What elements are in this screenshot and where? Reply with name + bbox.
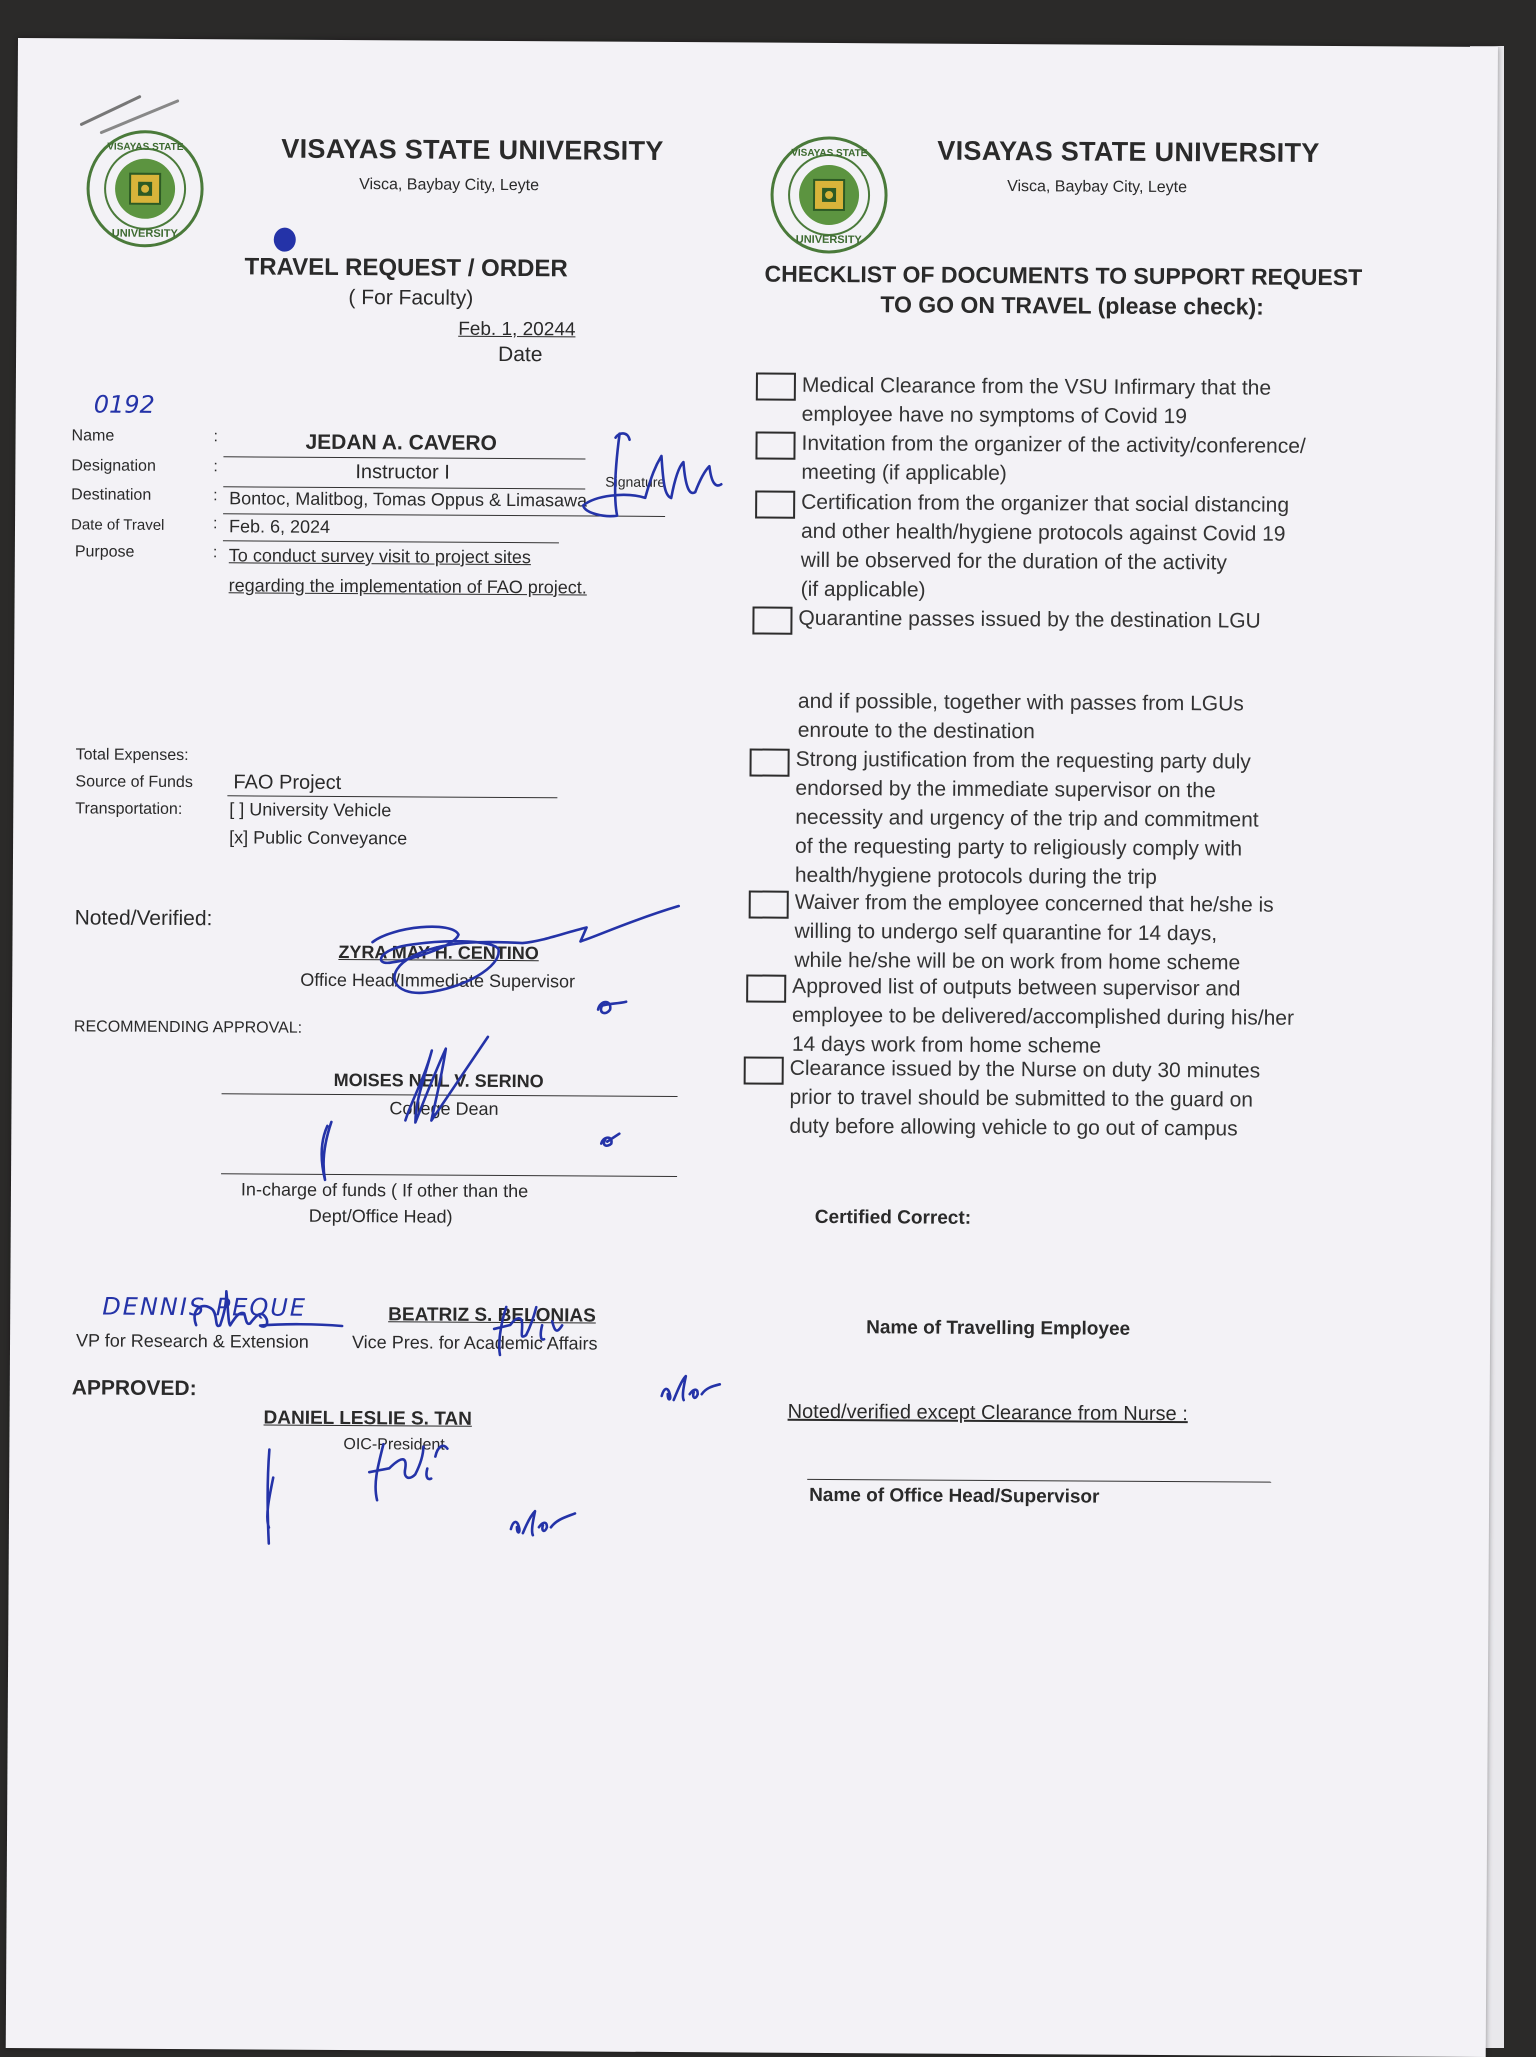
- name-value: JEDAN A. CAVERO: [305, 430, 497, 455]
- university-seal-left: [85, 128, 206, 249]
- svg-text:UNIVERSITY: UNIVERSITY: [111, 227, 178, 240]
- incharge-label-1: In-charge of funds ( If other than the: [240, 1179, 529, 1202]
- checklist-item-5-line: of the requesting party to religiously comply with: [795, 834, 1243, 861]
- name-label: Name: [71, 427, 115, 445]
- vp-research-signature: [186, 1285, 366, 1366]
- university-address-right: Visca, Baybay City, Leyte: [1007, 178, 1188, 197]
- checklist-checkbox-1[interactable]: [756, 373, 796, 401]
- checklist-item-8-line: Clearance issued by the Nurse on duty 30 minutes: [789, 1056, 1261, 1083]
- checklist-item-7: [792, 972, 1294, 1062]
- ink-dot: [271, 226, 301, 256]
- supervisor-signature: [342, 900, 703, 1022]
- employee-signature: [575, 425, 726, 536]
- source-funds-value: FAO Project: [233, 771, 342, 794]
- form-date-value: Feb. 1, 20244: [458, 318, 576, 341]
- incharge-label-2: Dept/Office Head): [308, 1205, 453, 1227]
- checklist-item-4: [798, 604, 1260, 636]
- purpose-label: Purpose: [74, 543, 135, 561]
- checklist-checkbox-2[interactable]: [755, 432, 795, 460]
- supervisor-title: Office Head/Immediate Supervisor: [300, 969, 576, 992]
- checklist-checkbox-4[interactable]: [752, 606, 792, 634]
- form-date-label: Date: [498, 342, 543, 367]
- university-address-left: Visca, Baybay City, Leyte: [359, 176, 540, 195]
- purpose-line-1: To conduct survey visit to project sites: [228, 545, 532, 568]
- total-expenses-label: Total Expenses:: [75, 746, 189, 765]
- checklist-item-3-line: Certification from the organizer that social distancing: [801, 490, 1290, 517]
- checklist-item-6-line: willing to undergo self quarantine for 14 days,: [794, 919, 1218, 946]
- supervisor-initial: [592, 992, 632, 1022]
- checklist-title-2: TO GO ON TRAVEL (please check):: [880, 291, 1264, 320]
- president-signature: [259, 1428, 520, 1550]
- checklist-item-5: [795, 745, 1259, 893]
- checklist-checkbox-7[interactable]: [746, 974, 786, 1002]
- name-line: [223, 456, 585, 459]
- checklist-item-1-line: Medical Clearance from the VSU Infirmary that the: [801, 373, 1272, 400]
- transportation-label: Transportation:: [75, 800, 183, 819]
- supervisor-name: ZYRA MAY H. CENTINO: [338, 941, 539, 964]
- designation-label: Designation: [71, 457, 156, 475]
- checklist-item-6-line: Waiver from the employee concerned that he/she is: [794, 890, 1274, 917]
- designation-colon: :: [213, 458, 218, 476]
- form-title: TRAVEL REQUEST / ORDER: [244, 253, 568, 283]
- checklist-item-5-line: endorsed by the immediate supervisor on the: [795, 776, 1216, 803]
- office-head-label: Name of Office Head/Supervisor: [809, 1484, 1100, 1508]
- checklist-item-8-line: duty before allowing vehicle to go out of campus: [789, 1114, 1238, 1141]
- checklist-item-7-line: Approved list of outputs between supervisor and: [792, 974, 1241, 1001]
- checklist-item-5-line: necessity and urgency of the trip and commitment: [795, 805, 1259, 832]
- date-travel-value: Feb. 6, 2024: [228, 516, 331, 537]
- date-travel-line: [223, 540, 559, 543]
- office-head-line: [807, 1479, 1271, 1483]
- travelling-employee-label: Name of Travelling Employee: [866, 1317, 1131, 1340]
- transport-option-vehicle: [ ] University Vehicle: [229, 799, 392, 821]
- certified-correct-label: Certified Correct:: [814, 1206, 972, 1229]
- vp-academic-name: BEATRIZ S. BELONIAS: [388, 1304, 596, 1327]
- svg-text:VISAYAS STATE: VISAYAS STATE: [791, 147, 868, 160]
- recommending-approval-label: RECOMMENDING APPROVAL:: [73, 1018, 303, 1037]
- university-seal-right: [769, 135, 890, 256]
- checklist-item-2-line: Invitation from the organizer of the activity/conference/: [801, 431, 1306, 458]
- form-subtitle: ( For Faculty): [348, 286, 474, 310]
- university-name-left: VISAYAS STATE UNIVERSITY: [281, 133, 664, 166]
- checklist-item-6: [794, 888, 1273, 978]
- checklist-item-5-line: health/hygiene protocols during the trip: [794, 863, 1157, 889]
- vp-research-title: VP for Research & Extension: [75, 1330, 309, 1352]
- purpose-line-2: regarding the implementation of FAO project.: [228, 575, 587, 598]
- control-number: 0192: [93, 390, 155, 419]
- checklist-item-6-line: while he/she will be on work from home scheme: [794, 948, 1241, 975]
- source-funds-line: [227, 795, 557, 798]
- destination-value: Bontoc, Malitbog, Tomas Oppus & Limasawa: [229, 488, 588, 511]
- svg-text:UNIVERSITY: UNIVERSITY: [795, 233, 862, 247]
- checklist-item-7-line: employee to be delivered/accomplished during his/her: [791, 1003, 1295, 1030]
- svg-text:VISAYAS STATE: VISAYAS STATE: [107, 141, 184, 154]
- date-travel-label: Date of Travel: [70, 516, 165, 534]
- name-colon: :: [213, 428, 219, 446]
- checklist-item-8-line: prior to travel should be submitted to the guard on: [789, 1085, 1254, 1112]
- checklist-item-1: [802, 371, 1272, 432]
- transport-option-public: [x] Public Conveyance: [229, 827, 408, 849]
- vp-academic-title: Vice Pres. for Academic Affairs: [351, 1332, 598, 1354]
- designation-value: Instructor I: [355, 461, 450, 484]
- signature-label: Signature: [605, 473, 666, 490]
- purpose-colon: :: [212, 544, 218, 562]
- checklist-item-2: [801, 429, 1306, 490]
- checklist-title-1: CHECKLIST OF DOCUMENTS TO SUPPORT REQUEST: [764, 260, 1363, 291]
- checklist-item-7-line: 14 days work from home scheme: [791, 1032, 1102, 1058]
- checklist-item-3-line: and other health/hygiene protocols against Covid 19: [800, 519, 1286, 546]
- checklist-checkbox-5[interactable]: [750, 748, 790, 776]
- checklist-item-4-line: Quarantine passes issued by the destination LGU: [798, 606, 1261, 633]
- checklist-checkbox-6[interactable]: [749, 890, 789, 918]
- president-initial: [505, 1505, 585, 1545]
- checklist-item-5-line: Strong justification from the requesting party duly: [795, 747, 1251, 774]
- checklist-item-8: [789, 1054, 1260, 1144]
- checklist-item-3-line: will be observed for the duration of the activity: [800, 548, 1227, 575]
- university-name-right: VISAYAS STATE UNIVERSITY: [937, 135, 1320, 168]
- dean-name: MOISES NEIL V. SERINO: [333, 1069, 544, 1092]
- noted-except-label: Noted/verified except Clearance from Nurse :: [787, 1400, 1188, 1426]
- vp-academic-initial: [656, 1372, 726, 1412]
- president-title: OIC-President: [343, 1436, 445, 1454]
- checklist-item-1-line: employee have no symptoms of Covid 19: [801, 402, 1187, 429]
- dean-initial: [595, 1130, 625, 1154]
- checklist-checkbox-8[interactable]: [744, 1056, 784, 1084]
- travel-request-form: [6, 38, 1498, 2057]
- staple-mark: [77, 78, 197, 139]
- destination-label: Destination: [71, 486, 152, 504]
- vp-research-handwritten-name: DENNIS PEQUE: [102, 1292, 308, 1322]
- dean-title: College Dean: [389, 1098, 499, 1119]
- date-travel-colon: :: [212, 515, 218, 533]
- checklist-item-3: [801, 488, 1290, 607]
- checklist-item-3-line: (if applicable): [800, 577, 926, 602]
- president-name: DANIEL LESLIE S. TAN: [263, 1407, 472, 1430]
- source-funds-label: Source of Funds: [75, 773, 193, 792]
- approved-label: APPROVED:: [71, 1376, 197, 1401]
- dean-signature: [311, 1030, 542, 1191]
- checklist-item-2-line: meeting (if applicable): [801, 460, 1007, 486]
- checklist-continuation-line: enroute to the destination: [797, 718, 1035, 744]
- noted-verified-label: Noted/Verified:: [74, 906, 213, 931]
- checklist-continuation-line: and if possible, together with passes from LGUs: [797, 689, 1244, 716]
- destination-colon: :: [213, 487, 218, 505]
- checklist-continuation: [798, 687, 1244, 748]
- vp-academic-signature: [470, 1295, 600, 1376]
- checklist-checkbox-3[interactable]: [755, 491, 795, 519]
